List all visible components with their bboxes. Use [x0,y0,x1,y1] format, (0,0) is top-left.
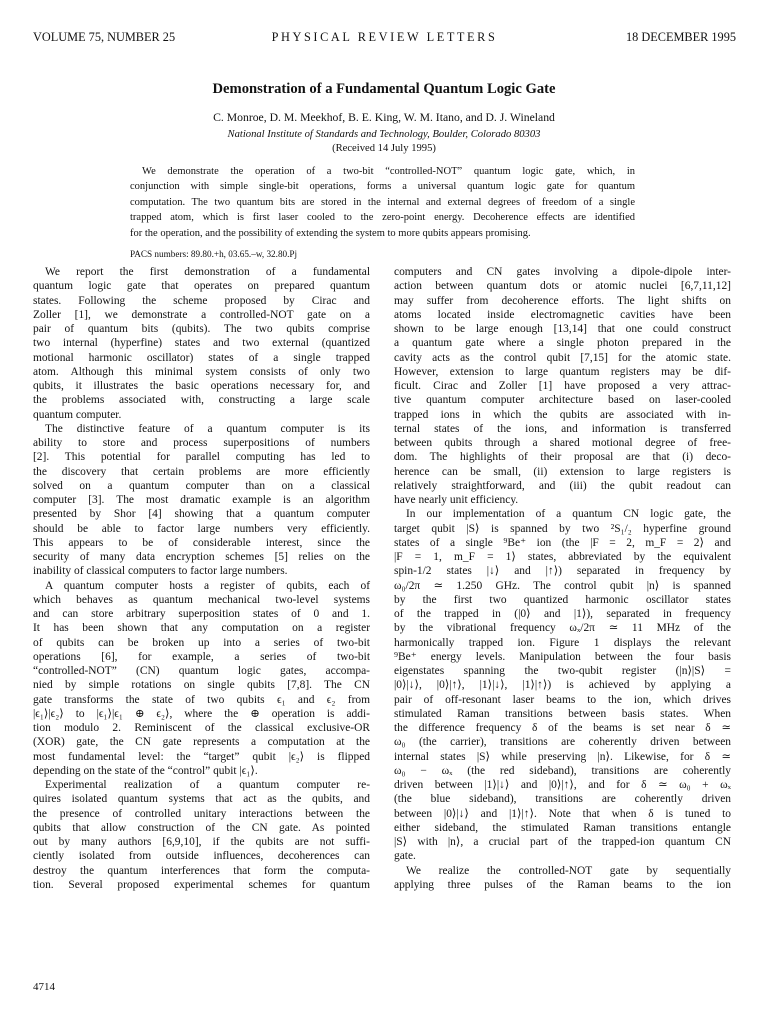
text-line: tive quantum computer architecture based on laser-cooled [394,394,731,407]
text-line: |F = 1, m_F = 1⟩ states, abbreviated by the equivalent [394,551,731,563]
text-line: In our implementation of a quantum CN logic gate, the [406,508,731,521]
text-line: trapped atom, which is first laser cooled to the zero-point energy. Decoherence effects are identified [130,212,635,224]
text-line: which behaves as quantum mechanical two-level systems [33,593,370,606]
text-line: solved on a quantum computer than on a classical [33,479,370,492]
running-head [33,29,736,45]
text-line: ternal states of the ions, and information is transferred [394,422,731,435]
text-line: destroy the quantum interferences that form the computa- [33,864,370,877]
issue-date: 18 DECEMBER 1995 [626,30,736,44]
text-line: should be able to factor large numbers very efficiently. [33,522,370,535]
text-line: motional harmonic oscillator) states of a single trapped [33,351,370,364]
text-line: However, extension to large quantum registers may be dif- [394,365,731,378]
text-line: computers and CN gates involving a dipole-dipole inter- [394,266,731,278]
text-line: |0⟩|↓⟩, |0⟩|↑⟩, |1⟩|↓⟩, |1⟩|↑⟩) is achieved by applying a [394,679,731,692]
text-line: the presence of controlled unitary interactions between the [33,807,370,820]
text-line: operations [6], for example, a series of two-bit [33,650,370,663]
text-line: It has been shown that any computation on a register [33,622,370,635]
text-line: of qubits can be broken up into a series of two-bit [33,636,370,649]
text-line: (XOR) gate, the CN gate represents a computation at the [33,736,370,749]
text-line: ficult. Cirac and Zoller [1] have proposed a very attrac- [394,380,731,392]
text-line: tion modulo 2. Reminiscent of the classical exclusive-OR [33,722,370,734]
text-line: conjunction with simple single-bit operations, forms a universal quantum logic gate for quantum [130,181,635,193]
text-line: either sideband, the stimulated Raman transitions entangle [394,821,731,834]
text-line: atom. Although this minimal system consists of only two [33,365,370,378]
text-line: action between quantum dots or atomic nuclei [6,7,11,12] [394,280,731,293]
text-line: herence can be small, (ii) extension to large registers is [394,465,731,478]
text-line: ω₀ (the carrier), transitions are coherently driven between [394,736,731,749]
text-line: We realize the controlled-NOT gate by sequentially [406,864,731,877]
text-line: Experimental realization of a quantum computer re- [45,779,370,791]
text-line: of the trapped in (|0⟩ and |1⟩), separated in frequency [394,608,731,620]
text-line: a quantum gate where a single photon prepared in the [394,337,731,350]
text-line: quantum logic gate that operates on prepared quantum [33,280,370,293]
text-line: This appears to be of considerable interest, since the [33,536,370,549]
text-line: by the vibrational frequency ωₓ/2π ≃ 11 MHz of the [394,622,731,635]
text-line: ω₀ − ωₓ (the red sideband), transitions are coherently [394,764,731,777]
text-line: between |0⟩|↓⟩ and |1⟩|↑⟩. Note that when δ is tuned to [394,807,731,820]
received-date: (Received 14 July 1995) [332,143,436,154]
text-line: Zoller [1], we demonstrate a controlled-NOT gate on a [33,308,370,321]
text-line: (the blue sideband), transitions are coherently driven [394,793,731,806]
text-line: quires isolated quantum systems that act as the qubits, and [33,793,370,806]
text-line: The distinctive feature of a quantum computer is its [45,422,370,435]
text-line: depending on the state of the “control” qubit |ϵ₁⟩. [33,764,258,777]
text-line: states of a single ⁹Be⁺ ion (the |F = 2, m_F = 2⟩ and [394,536,731,549]
text-line: qubits that allow construction of the CN gate. As pointed [33,821,370,834]
text-line: between qubits through a shared motional degree of free- [394,437,731,449]
body-column-left [33,265,370,892]
text-line: most fundamental level: the “target” qubit |ϵ₂⟩ is flipped [33,750,370,763]
body-column-right [394,265,731,892]
text-line: A quantum computer hosts a register of qubits, each of [45,579,370,592]
text-line: harmonically trapped ion. Figure 1 displays the relevant [394,636,731,649]
pacs-numbers: PACS numbers: 89.80.+h, 03.65.–w, 32.80.Pj [130,249,298,259]
text-line: ciently isolated from outside influences, decoherences can [33,850,370,863]
text-line: ω₀/2π ≃ 1.250 GHz. The control qubit |n⟩ is spanned [394,579,731,592]
text-line: tion. Several proposed experimental schemes for quantum [33,878,370,891]
text-line: the difference frequency δ of the beams is set near δ ≃ [394,722,731,734]
text-line: by the first two quantized harmonic oscillator states [394,593,731,606]
text-line: internal states |S⟩ while preserving |n⟩. Likewise, for δ ≃ [394,750,731,763]
journal-name: PHYSICAL REVIEW LETTERS [271,30,498,44]
text-line: quantum computer. [33,408,122,421]
text-line: gate transforms the state of two qubits ϵ₁ and ϵ₂ from [33,693,370,706]
text-line: relatively straightforward, and (iii) the qubit readout can [394,479,731,492]
text-line: atoms located inside electromagnetic cavities have been [394,308,731,321]
text-line: dom. The highlights of their proposal are that (i) deco- [394,451,731,464]
text-line: target qubit |S⟩ is spanned by two ²S₁/₂ hyperfine ground [394,522,731,535]
text-line: We report the first demonstration of a fundamental [45,266,370,278]
text-line: may suffer from decoherence efforts. The light shifts on [394,294,731,307]
text-line: gate. [394,850,416,863]
text-line: eigenstates spanning the two-qubit register (|n⟩|S⟩ = [394,665,731,677]
text-line: driven between |1⟩|↓⟩ and |0⟩|↑⟩, and for δ ≃ ω₀ + ωₓ [394,779,731,791]
text-line: [2]. This potential for parallel computing has led to [33,451,370,464]
text-line: spin-1/2 states |↓⟩ and |↑⟩) separated in frequency by [394,565,731,578]
volume-number: VOLUME 75, NUMBER 25 [33,30,176,44]
text-line: applying three pulses of the Raman beams to the ion [394,878,731,891]
abstract [130,164,635,241]
text-line: nied by simple rotations on single qubits [7,8]. The CN [33,679,370,692]
text-line: |ϵ₁⟩|ϵ₂⟩ to |ϵ₁⟩|ϵ₁ ⊕ ϵ₂⟩, where the ⊕ operation is addi- [33,707,370,720]
text-line: inability of classical computers to factor large numbers. [33,565,288,578]
page-number: 4714 [33,981,55,993]
text-line: states. Following the scheme proposed by Cirac and [33,294,370,307]
text-line: computation. The two quantum bits are stored in the internal and external degrees of freedom of a single [130,196,635,208]
text-line: presented by Shor [4] showing that a quantum computer [33,508,370,521]
text-line: pair of off-resonant laser beams to the ion, which drives [394,693,731,706]
text-line: trapped ions in which the qubits are associated with in- [394,408,731,421]
text-line: the discovery that certain problems are more efficiently [33,465,370,478]
text-line: the problems associated with, constructing a large scale [33,394,370,407]
text-line: qubits, it illustrates the basic operations necessary for, and [33,380,370,392]
author-list: C. Monroe, D. M. Meekhof, B. E. King, W. M. Itano, and D. J. Wineland [213,111,555,124]
text-line: shown to be large enough [13,14] that one could construct [394,323,731,335]
text-line: ability to store and process superpositions of numbers [33,437,370,449]
text-line: out by many authors [6,9,10], if the qubits are not suffi- [33,836,370,848]
text-line: ⁹Be⁺ energy levels. Manipulation between the four basis [394,650,731,663]
paper-title: Demonstration of a Fundamental Quantum Logic Gate [212,81,556,97]
text-line: security of many data encryption schemes [5] relies on the [33,551,370,563]
text-line: pair of quantum bits (qubits). The two qubits comprise [33,323,370,335]
text-line: two internal (hyperfine) states and two external (quantized [33,337,370,350]
text-line: |S⟩ with |n⟩, a crucial part of the trapped-ion quantum CN [394,836,731,848]
text-line: We demonstrate the operation of a two-bit “controlled-NOT” quantum logic gate, which, in [142,166,635,177]
text-line: computer [3]. The most dramatic example is an algorithm [33,494,370,506]
affiliation: National Institute of Standards and Technology, Boulder, Colorado 80303 [227,129,541,140]
text-line: “controlled-NOT” (CN) quantum logic gates, accompa- [33,665,370,677]
text-line: for the operation, and the possibility of extending the system to more qubits appears promising. [130,227,531,239]
text-line: have nearly unit efficiency. [394,494,519,506]
text-line: stimulated Raman transitions between basis states. When [394,707,731,720]
text-line: cavity acts as the control qubit [7,15] for the atomic state. [394,351,731,364]
text-line: and can store arbitrary superposition states of 0 and 1. [33,608,370,620]
